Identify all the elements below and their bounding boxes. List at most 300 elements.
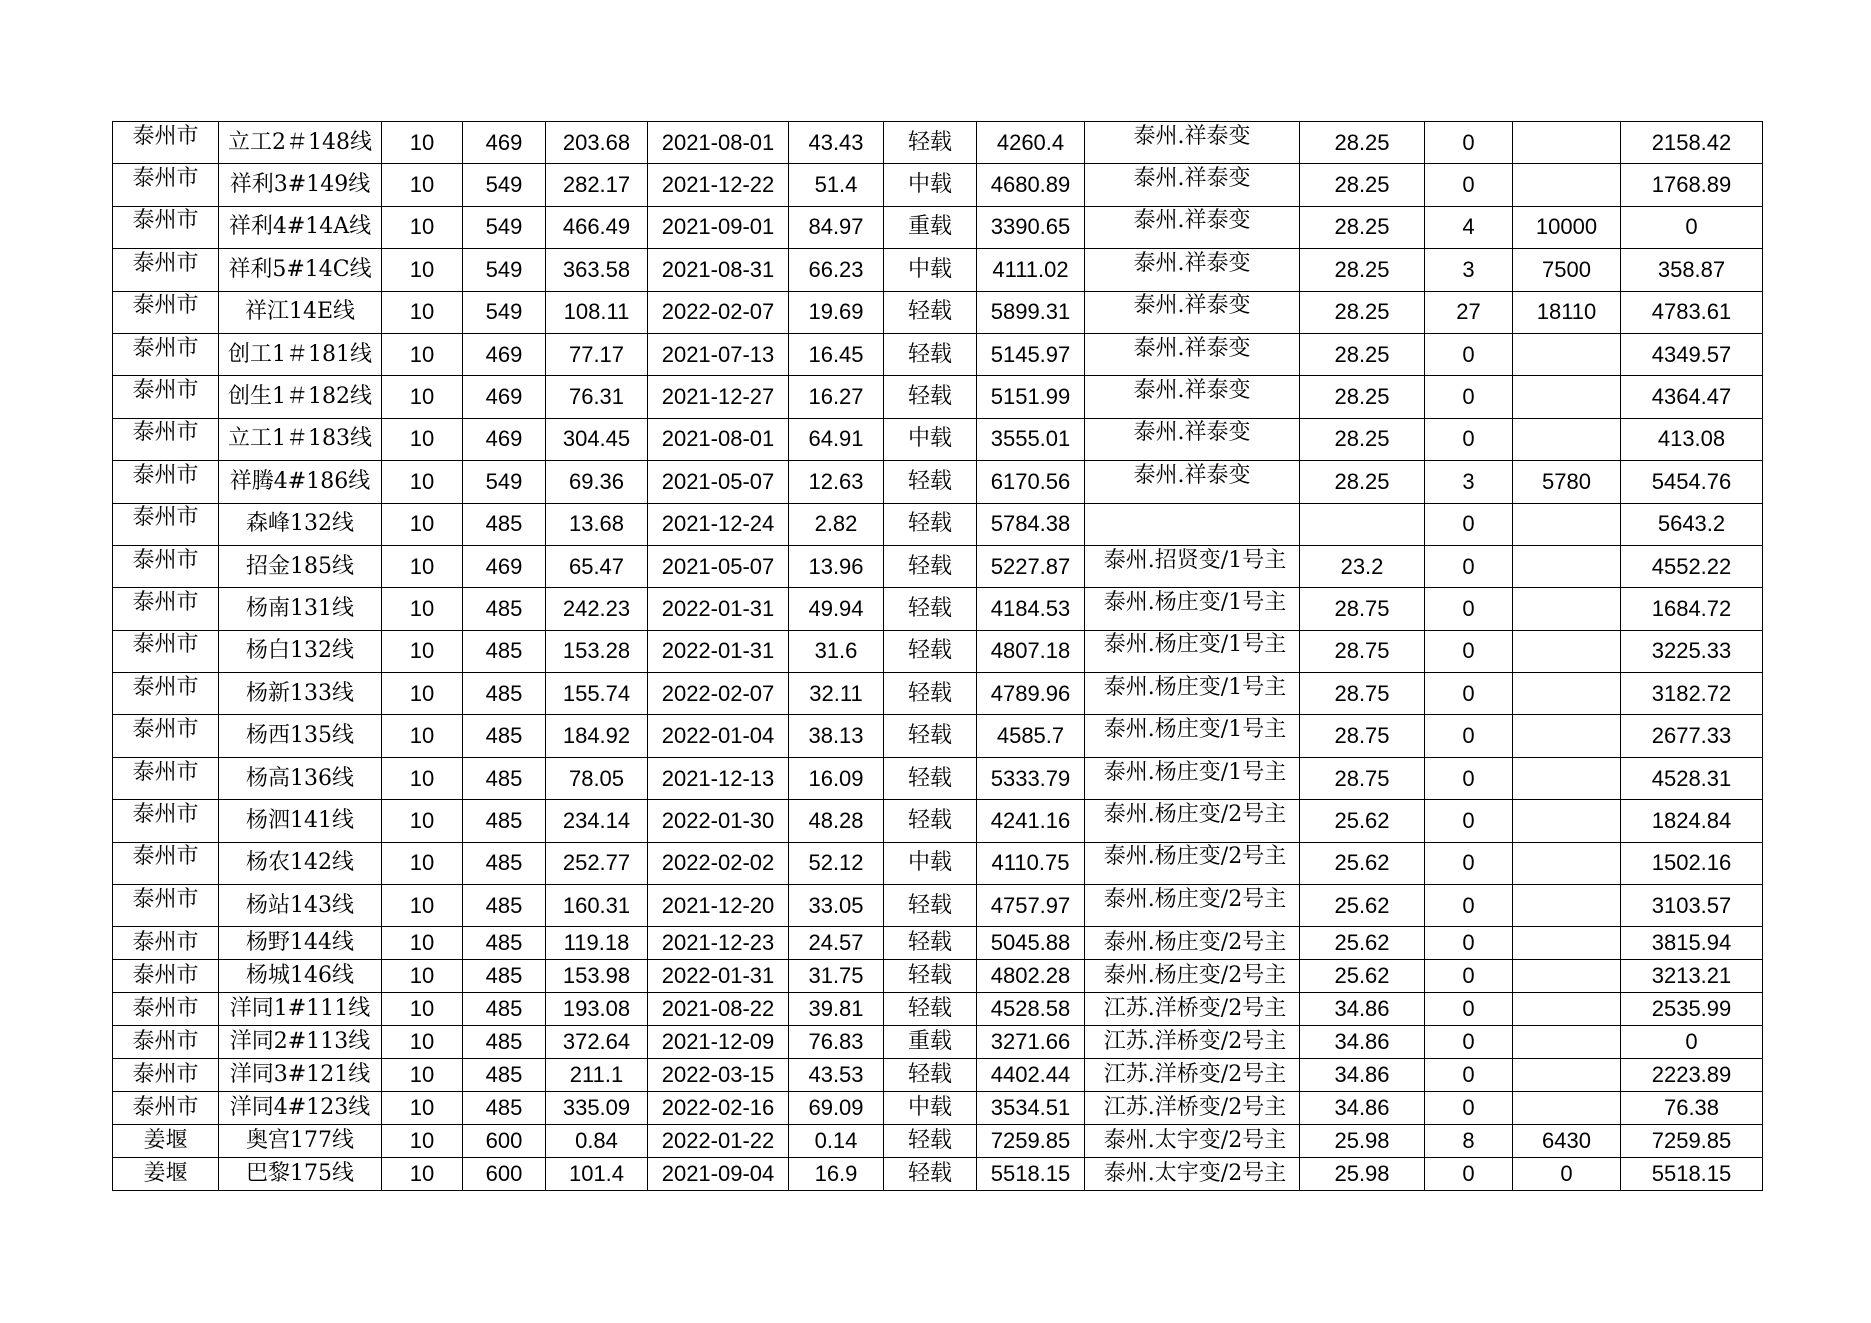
- cell-transformer-rate: [1300, 164, 1425, 206]
- cell-available: [977, 545, 1085, 587]
- cell-text: 7500: [1542, 256, 1591, 282]
- cell-date: [648, 1157, 789, 1190]
- cell-text: 19.69: [808, 299, 864, 325]
- cell-capacity: [463, 164, 546, 206]
- cell-text: 0: [1462, 850, 1475, 876]
- cell-remaining: [1621, 503, 1763, 545]
- cell-capacity: [463, 800, 546, 842]
- cell-available: [977, 503, 1085, 545]
- cell-text: 泰州.杨庄变/1号主: [1103, 632, 1287, 658]
- cell-region: [113, 461, 219, 503]
- cell-text: 469: [485, 129, 523, 155]
- cell-text: 中载: [907, 426, 952, 452]
- cell-text: 轻载: [907, 511, 952, 537]
- cell-line-name: [219, 461, 382, 503]
- cell-date: [648, 1124, 789, 1157]
- cell-substation: [1085, 630, 1300, 672]
- cell-text: 2021-07-13: [661, 341, 775, 367]
- cell-text: 2021-12-22: [661, 172, 775, 198]
- cell-text: 0: [1462, 765, 1475, 791]
- cell-planned: [1513, 673, 1621, 715]
- cell-text: 泰州.祥泰变: [1133, 250, 1251, 276]
- cell-remaining: [1621, 418, 1763, 460]
- cell-load-status: [884, 1026, 977, 1059]
- cell-text: 泰州市: [132, 1094, 199, 1120]
- cell-text: 3213.21: [1651, 963, 1732, 989]
- cell-count: [1425, 673, 1513, 715]
- cell-text: 242.23: [562, 595, 631, 621]
- cell-line-name: [219, 206, 382, 248]
- cell-text: 10000: [1535, 214, 1598, 240]
- cell-text: 76.31: [568, 384, 625, 410]
- cell-text: 2022-02-16: [661, 1094, 775, 1120]
- cell-voltage: [382, 842, 463, 884]
- cell-load-status: [884, 249, 977, 291]
- cell-text: 5333.79: [990, 765, 1071, 791]
- cell-date: [648, 993, 789, 1026]
- cell-load-rate: [789, 376, 884, 418]
- cell-load-status: [884, 122, 977, 164]
- cell-transformer-rate: [1300, 885, 1425, 927]
- cell-current-load: [546, 757, 648, 799]
- cell-text: 0.14: [814, 1127, 858, 1153]
- cell-text: 16.27: [808, 384, 864, 410]
- cell-text: 杨泗141线: [246, 807, 354, 833]
- cell-text: 31.75: [808, 963, 864, 989]
- cell-text: 485: [485, 1029, 523, 1055]
- cell-text: 泰州市: [132, 844, 199, 870]
- cell-line-name: [219, 1157, 382, 1190]
- table-row: [113, 1058, 1763, 1091]
- cell-region: [113, 503, 219, 545]
- cell-remaining: [1621, 715, 1763, 757]
- cell-text: 27: [1456, 299, 1481, 325]
- cell-text: 28.75: [1334, 638, 1390, 664]
- cell-text: 10: [409, 680, 435, 706]
- cell-text: 7259.85: [990, 1127, 1071, 1153]
- cell-load-status: [884, 927, 977, 960]
- table-row: [113, 673, 1763, 715]
- cell-text: 10: [409, 341, 435, 367]
- cell-load-status: [884, 588, 977, 630]
- cell-capacity: [463, 993, 546, 1026]
- cell-text: 江苏.洋桥变/2号主: [1103, 1094, 1287, 1120]
- table-row: [113, 588, 1763, 630]
- cell-line-name: [219, 927, 382, 960]
- cell-current-load: [546, 1091, 648, 1124]
- cell-text: 泰州市: [132, 589, 199, 615]
- cell-text: 创工1＃181线: [228, 341, 372, 367]
- cell-text: 25.98: [1334, 1127, 1390, 1153]
- cell-date: [648, 800, 789, 842]
- cell-line-name: [219, 1058, 382, 1091]
- cell-load-rate: [789, 164, 884, 206]
- cell-text: 2021-05-07: [661, 553, 775, 579]
- cell-text: 4783.61: [1651, 299, 1732, 325]
- cell-count: [1425, 249, 1513, 291]
- cell-text: 杨农142线: [246, 850, 354, 876]
- cell-voltage: [382, 291, 463, 333]
- cell-text: 0: [1462, 384, 1475, 410]
- cell-text: 0: [1462, 129, 1475, 155]
- cell-text: 4802.28: [990, 963, 1071, 989]
- cell-current-load: [546, 715, 648, 757]
- cell-text: 119.18: [563, 930, 630, 956]
- cell-planned: [1513, 376, 1621, 418]
- cell-text: 2022-01-31: [661, 638, 775, 664]
- cell-text: 2021-12-24: [661, 511, 775, 537]
- cell-text: 10: [409, 1029, 435, 1055]
- cell-line-name: [219, 673, 382, 715]
- cell-text: 5454.76: [1651, 468, 1732, 494]
- cell-text: 泰州.杨庄变/2号主: [1103, 930, 1287, 956]
- cell-line-name: [219, 630, 382, 672]
- cell-text: 泰州.杨庄变/1号主: [1103, 589, 1287, 615]
- cell-text: 2021-12-13: [661, 765, 775, 791]
- cell-text: 485: [485, 638, 523, 664]
- cell-text: 轻载: [907, 129, 952, 155]
- cell-text: 5151.99: [990, 384, 1071, 410]
- cell-line-name: [219, 164, 382, 206]
- cell-transformer-rate: [1300, 842, 1425, 884]
- cell-text: 泰州.杨庄变/2号主: [1103, 844, 1287, 870]
- cell-text: 祥利5#14C线: [228, 256, 372, 282]
- cell-date: [648, 1058, 789, 1091]
- cell-text: 2022-02-02: [661, 850, 775, 876]
- cell-text: 485: [485, 892, 523, 918]
- cell-text: 12.63: [808, 468, 864, 494]
- cell-text: 杨城146线: [246, 963, 354, 989]
- cell-load-rate: [789, 715, 884, 757]
- cell-remaining: [1621, 545, 1763, 587]
- cell-region: [113, 673, 219, 715]
- table-row: [113, 418, 1763, 460]
- cell-text: 101.4: [568, 1160, 625, 1186]
- cell-text: 4789.96: [990, 680, 1071, 706]
- cell-planned: [1513, 960, 1621, 993]
- cell-substation: [1085, 885, 1300, 927]
- cell-region: [113, 715, 219, 757]
- cell-substation: [1085, 122, 1300, 164]
- cell-text: 中载: [907, 850, 952, 876]
- cell-text: 0: [1462, 1061, 1475, 1087]
- cell-text: 69.09: [808, 1094, 864, 1120]
- cell-voltage: [382, 1026, 463, 1059]
- cell-text: 0: [1462, 680, 1475, 706]
- cell-transformer-rate: [1300, 993, 1425, 1026]
- cell-load-rate: [789, 1058, 884, 1091]
- cell-count: [1425, 757, 1513, 799]
- cell-voltage: [382, 885, 463, 927]
- cell-text: 巴黎175线: [246, 1160, 354, 1186]
- cell-capacity: [463, 249, 546, 291]
- cell-remaining: [1621, 376, 1763, 418]
- cell-text: 2022-01-22: [661, 1127, 775, 1153]
- cell-date: [648, 503, 789, 545]
- cell-substation: [1085, 993, 1300, 1026]
- cell-text: 泰州.太宇变/2号主: [1103, 1160, 1287, 1186]
- table-row: [113, 630, 1763, 672]
- cell-transformer-rate: [1300, 333, 1425, 375]
- cell-line-name: [219, 122, 382, 164]
- cell-transformer-rate: [1300, 249, 1425, 291]
- table-row: [113, 1124, 1763, 1157]
- cell-load-status: [884, 503, 977, 545]
- cell-text: 轻载: [907, 996, 952, 1022]
- cell-planned: [1513, 927, 1621, 960]
- cell-text: 485: [485, 723, 523, 749]
- cell-load-rate: [789, 1157, 884, 1190]
- cell-text: 4585.7: [996, 723, 1065, 749]
- cell-text: 4111.02: [992, 256, 1069, 282]
- cell-text: 3390.65: [990, 214, 1071, 240]
- cell-text: 0: [1462, 511, 1475, 537]
- cell-count: [1425, 842, 1513, 884]
- cell-date: [648, 885, 789, 927]
- cell-text: 轻载: [907, 680, 952, 706]
- cell-text: 轻载: [907, 892, 952, 918]
- cell-text: 2022-02-07: [661, 680, 775, 706]
- cell-load-rate: [789, 842, 884, 884]
- cell-current-load: [546, 1124, 648, 1157]
- cell-voltage: [382, 545, 463, 587]
- table-row: [113, 960, 1763, 993]
- cell-available: [977, 588, 1085, 630]
- cell-text: 轻载: [907, 1160, 952, 1186]
- cell-text: 0: [1462, 172, 1475, 198]
- cell-substation: [1085, 503, 1300, 545]
- cell-text: 4528.58: [990, 996, 1071, 1022]
- table-row: [113, 291, 1763, 333]
- cell-text: 创生1＃182线: [228, 384, 372, 410]
- cell-text: 3815.94: [1651, 930, 1732, 956]
- cell-text: 泰州市: [132, 123, 199, 149]
- cell-text: 10: [409, 996, 435, 1022]
- cell-transformer-rate: [1300, 1124, 1425, 1157]
- cell-date: [648, 1091, 789, 1124]
- cell-current-load: [546, 545, 648, 587]
- cell-text: 32.11: [809, 680, 863, 706]
- cell-region: [113, 1157, 219, 1190]
- cell-available: [977, 1124, 1085, 1157]
- cell-text: 2021-12-09: [661, 1029, 775, 1055]
- cell-remaining: [1621, 842, 1763, 884]
- cell-region: [113, 1026, 219, 1059]
- cell-text: 0: [1462, 553, 1475, 579]
- cell-current-load: [546, 291, 648, 333]
- table-row: [113, 122, 1763, 164]
- cell-text: 10: [409, 638, 435, 664]
- cell-substation: [1085, 1124, 1300, 1157]
- cell-text: 0: [1462, 723, 1475, 749]
- cell-text: 0: [1462, 1029, 1475, 1055]
- cell-text: 2022-01-04: [661, 723, 775, 749]
- cell-text: 0: [1462, 638, 1475, 664]
- table-row: [113, 885, 1763, 927]
- cell-region: [113, 630, 219, 672]
- cell-transformer-rate: [1300, 1026, 1425, 1059]
- cell-available: [977, 291, 1085, 333]
- cell-current-load: [546, 206, 648, 248]
- cell-date: [648, 630, 789, 672]
- cell-text: 252.77: [562, 850, 631, 876]
- cell-voltage: [382, 927, 463, 960]
- cell-text: 600: [485, 1127, 523, 1153]
- cell-count: [1425, 164, 1513, 206]
- cell-planned: [1513, 122, 1621, 164]
- cell-text: 4552.22: [1651, 553, 1732, 579]
- cell-count: [1425, 1124, 1513, 1157]
- cell-text: 1768.89: [1651, 172, 1732, 198]
- cell-transformer-rate: [1300, 291, 1425, 333]
- table-row: [113, 333, 1763, 375]
- cell-text: 杨高136线: [246, 765, 354, 791]
- cell-available: [977, 927, 1085, 960]
- cell-current-load: [546, 993, 648, 1026]
- cell-text: 2021-08-22: [661, 996, 775, 1022]
- cell-text: 28.25: [1334, 214, 1390, 240]
- cell-remaining: [1621, 588, 1763, 630]
- cell-capacity: [463, 122, 546, 164]
- cell-text: 10: [409, 850, 435, 876]
- cell-text: 轻载: [907, 299, 952, 325]
- cell-capacity: [463, 291, 546, 333]
- cell-text: 轻载: [907, 930, 952, 956]
- cell-planned: [1513, 842, 1621, 884]
- cell-line-name: [219, 993, 382, 1026]
- cell-substation: [1085, 206, 1300, 248]
- cell-load-status: [884, 545, 977, 587]
- cell-planned: [1513, 503, 1621, 545]
- cell-remaining: [1621, 1124, 1763, 1157]
- cell-text: 43.43: [808, 129, 864, 155]
- cell-text: 1502.16: [1651, 850, 1732, 876]
- cell-transformer-rate: [1300, 503, 1425, 545]
- cell-text: 泰州.祥泰变: [1133, 335, 1251, 361]
- cell-count: [1425, 993, 1513, 1026]
- cell-available: [977, 715, 1085, 757]
- cell-text: 5643.2: [1657, 511, 1726, 537]
- cell-text: 10: [409, 214, 435, 240]
- cell-text: 10: [409, 129, 435, 155]
- cell-voltage: [382, 757, 463, 799]
- cell-text: 3103.57: [1651, 892, 1732, 918]
- cell-text: 泰州.杨庄变/1号主: [1103, 674, 1287, 700]
- table-row: [113, 376, 1763, 418]
- cell-text: 485: [485, 930, 523, 956]
- cell-text: 7259.85: [1651, 1127, 1732, 1153]
- cell-text: 0: [1462, 996, 1475, 1022]
- cell-text: 10: [409, 426, 435, 452]
- cell-capacity: [463, 630, 546, 672]
- cell-available: [977, 630, 1085, 672]
- table-row: [113, 800, 1763, 842]
- cell-text: 38.13: [808, 723, 864, 749]
- cell-text: 358.87: [1657, 256, 1726, 282]
- cell-text: 24.57: [808, 930, 864, 956]
- cell-line-name: [219, 885, 382, 927]
- cell-text: 泰州市: [132, 547, 199, 573]
- table-row: [113, 503, 1763, 545]
- cell-date: [648, 376, 789, 418]
- cell-planned: [1513, 206, 1621, 248]
- cell-line-name: [219, 1091, 382, 1124]
- cell-load-status: [884, 164, 977, 206]
- cell-voltage: [382, 1157, 463, 1190]
- cell-date: [648, 122, 789, 164]
- cell-text: 25.62: [1334, 963, 1390, 989]
- cell-text: 泰州市: [132, 378, 199, 404]
- cell-text: 泰州市: [132, 1061, 199, 1087]
- cell-planned: [1513, 1124, 1621, 1157]
- cell-text: 193.08: [562, 996, 631, 1022]
- cell-available: [977, 333, 1085, 375]
- cell-remaining: [1621, 461, 1763, 503]
- cell-text: 39.81: [808, 996, 864, 1022]
- cell-load-rate: [789, 418, 884, 460]
- cell-count: [1425, 715, 1513, 757]
- cell-text: 28.25: [1334, 384, 1390, 410]
- cell-load-status: [884, 206, 977, 248]
- cell-transformer-rate: [1300, 206, 1425, 248]
- cell-load-rate: [789, 1091, 884, 1124]
- cell-text: 洋同4#123线: [229, 1094, 371, 1120]
- cell-text: 泰州.杨庄变/2号主: [1103, 886, 1287, 912]
- cell-text: 160.31: [562, 892, 631, 918]
- cell-current-load: [546, 588, 648, 630]
- cell-text: 4: [1462, 214, 1475, 240]
- cell-text: 4184.53: [990, 595, 1071, 621]
- cell-region: [113, 757, 219, 799]
- cell-text: 16.45: [808, 341, 864, 367]
- cell-available: [977, 842, 1085, 884]
- cell-transformer-rate: [1300, 927, 1425, 960]
- cell-text: 2021-09-04: [661, 1160, 775, 1186]
- cell-text: 泰州市: [132, 293, 199, 319]
- cell-remaining: [1621, 673, 1763, 715]
- cell-text: 28.75: [1334, 765, 1390, 791]
- cell-text: 34.86: [1334, 1094, 1390, 1120]
- cell-count: [1425, 1026, 1513, 1059]
- cell-count: [1425, 1157, 1513, 1190]
- cell-remaining: [1621, 885, 1763, 927]
- cell-load-status: [884, 1124, 977, 1157]
- cell-current-load: [546, 1157, 648, 1190]
- cell-text: 0: [1462, 892, 1475, 918]
- cell-remaining: [1621, 1058, 1763, 1091]
- cell-text: 2022-02-07: [661, 299, 775, 325]
- cell-planned: [1513, 1091, 1621, 1124]
- cell-text: 5145.97: [990, 341, 1071, 367]
- cell-load-status: [884, 842, 977, 884]
- cell-transformer-rate: [1300, 1058, 1425, 1091]
- cell-remaining: [1621, 1026, 1763, 1059]
- cell-planned: [1513, 993, 1621, 1026]
- cell-text: 184.92: [562, 723, 631, 749]
- cell-text: 2022-01-31: [661, 963, 775, 989]
- cell-capacity: [463, 1124, 546, 1157]
- cell-text: 469: [485, 426, 523, 452]
- cell-substation: [1085, 927, 1300, 960]
- cell-text: 28.75: [1334, 595, 1390, 621]
- cell-text: 153.28: [562, 638, 631, 664]
- cell-substation: [1085, 249, 1300, 291]
- cell-remaining: [1621, 927, 1763, 960]
- cell-text: 485: [485, 511, 523, 537]
- cell-substation: [1085, 418, 1300, 460]
- cell-text: 0: [1560, 1160, 1573, 1186]
- cell-text: 3: [1462, 256, 1475, 282]
